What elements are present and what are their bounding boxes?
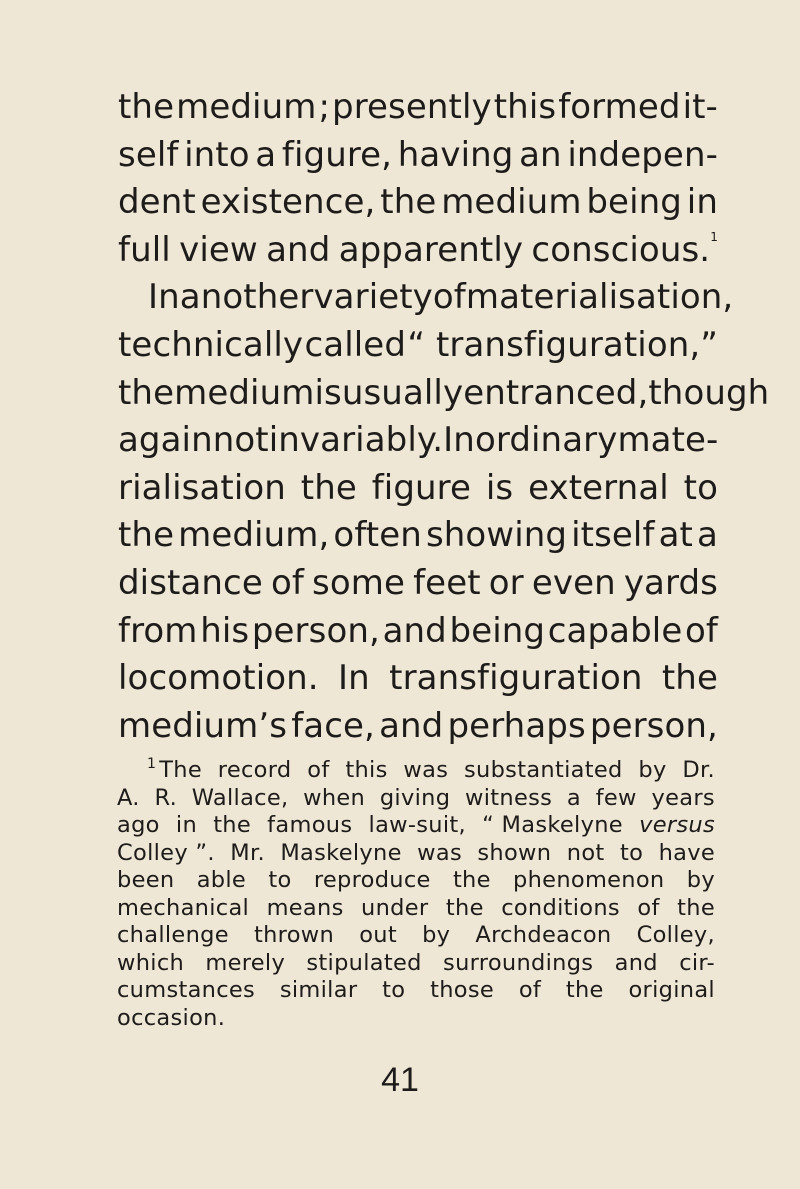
- word: to: [268, 867, 292, 893]
- word: when: [303, 784, 366, 811]
- word: those: [430, 977, 495, 1003]
- word: medium: [176, 87, 317, 127]
- word: to: [619, 839, 644, 866]
- word: the: [118, 515, 175, 556]
- word: occasion.: [117, 1004, 226, 1031]
- word: under: [361, 894, 429, 921]
- word: variety: [313, 277, 433, 318]
- word: and: [382, 610, 447, 651]
- footnote-line: [117, 922, 715, 950]
- word: figure,: [281, 134, 393, 175]
- word: able: [196, 867, 247, 893]
- text-line: [118, 417, 718, 465]
- word: of: [518, 977, 542, 1003]
- page-number: 41: [381, 1061, 419, 1099]
- word: few: [595, 784, 637, 811]
- word: Maskelyne: [280, 839, 402, 866]
- footnote-line: [117, 950, 715, 978]
- word: famous: [267, 812, 353, 838]
- word: stipulated: [306, 949, 422, 976]
- word: conscious.$^1$: [531, 229, 718, 270]
- word: is: [314, 372, 342, 413]
- word: apparently: [338, 229, 524, 270]
- word: called: [304, 324, 407, 365]
- word: again: [118, 420, 213, 461]
- word: this: [493, 87, 557, 127]
- word: a: [566, 784, 581, 811]
- word: Archdeacon: [475, 922, 612, 948]
- footnote-reference: 1: [710, 229, 718, 244]
- text-line: [118, 608, 718, 656]
- word: of: [432, 277, 466, 318]
- word: original: [628, 977, 715, 1003]
- text-line: [118, 560, 718, 608]
- word: capable: [547, 610, 683, 651]
- word: conditions: [501, 894, 620, 921]
- word: reproduce: [313, 867, 431, 893]
- word: person,: [251, 610, 380, 651]
- word: the: [213, 812, 252, 838]
- word: challenge: [117, 922, 229, 948]
- word: The: [159, 757, 202, 783]
- word: mate-: [617, 420, 719, 461]
- word: thrown: [253, 922, 335, 948]
- word: being: [586, 182, 682, 223]
- word: in: [686, 182, 718, 223]
- text-line: [118, 322, 718, 370]
- footnote-line: [117, 757, 715, 785]
- word: the: [661, 658, 718, 699]
- word: figure: [371, 467, 472, 508]
- word: usually: [341, 372, 464, 413]
- word: presently: [332, 87, 492, 127]
- word: person,: [589, 705, 718, 746]
- word: the: [380, 182, 437, 223]
- word: In: [443, 420, 475, 461]
- text-line: [118, 703, 718, 751]
- word: showing: [425, 515, 568, 556]
- word: an: [519, 134, 562, 175]
- word: this: [345, 757, 388, 783]
- word: the: [300, 467, 357, 508]
- word: A.: [117, 784, 140, 811]
- word: mechanical: [117, 894, 250, 921]
- word: ago: [117, 812, 160, 838]
- word: locomotion.: [118, 658, 319, 699]
- word: shown: [477, 839, 552, 866]
- word: which: [117, 949, 185, 976]
- word: formed: [558, 87, 681, 127]
- word: merely: [205, 949, 286, 976]
- word: not: [212, 420, 269, 461]
- word: means: [266, 894, 344, 921]
- word: and: [266, 229, 331, 270]
- word: face,: [291, 705, 375, 746]
- word: being: [449, 610, 546, 651]
- word: record: [217, 757, 292, 783]
- word: substantiated: [464, 757, 623, 783]
- word: was: [417, 839, 462, 866]
- word: indepen-: [567, 134, 718, 175]
- word: the: [118, 87, 175, 127]
- word: cir-: [679, 949, 715, 976]
- text-line: [118, 655, 718, 703]
- footnote-line: [117, 812, 715, 840]
- word: having: [397, 134, 514, 175]
- word: often: [333, 515, 422, 556]
- word: perhaps: [447, 705, 586, 746]
- word: external: [528, 467, 669, 508]
- word: technically: [118, 324, 304, 365]
- word: invariably.: [268, 420, 444, 461]
- word: Colley ”.: [117, 839, 215, 866]
- text-line: [118, 227, 718, 275]
- text-line: [118, 84, 718, 132]
- footnote-line: [117, 977, 715, 1005]
- word: transfiguration: [389, 658, 643, 699]
- word: surroundings: [443, 949, 594, 976]
- word: have: [658, 839, 715, 866]
- word: Mr.: [230, 839, 265, 866]
- word: the: [565, 977, 604, 1003]
- text-line: [118, 132, 718, 180]
- word: the: [452, 867, 491, 893]
- word: by: [686, 867, 715, 893]
- word: the: [677, 894, 715, 921]
- word: full: [118, 229, 171, 270]
- word: not: [566, 839, 605, 866]
- word: by: [422, 922, 451, 948]
- footnote-marker: 1: [147, 756, 157, 772]
- word: Dr.: [682, 757, 715, 783]
- word: of: [637, 894, 660, 921]
- word: the: [445, 894, 484, 921]
- word: phenomenon: [513, 867, 665, 893]
- word: his: [200, 610, 250, 651]
- word: “ transfiguration,”: [407, 324, 718, 365]
- text-line: [118, 465, 718, 513]
- word: ;: [318, 87, 331, 127]
- word: was: [403, 757, 449, 783]
- word: medium: [174, 372, 315, 413]
- word: from: [118, 610, 198, 651]
- word: to: [683, 467, 718, 508]
- word: and: [614, 949, 658, 976]
- word: a: [697, 515, 718, 556]
- footnote-line: [117, 895, 715, 923]
- word: dent: [118, 182, 196, 223]
- word: another: [179, 277, 314, 318]
- footnote: [117, 757, 715, 1032]
- word: medium,: [178, 515, 330, 556]
- word: In: [338, 658, 370, 699]
- word: rialisation: [118, 467, 286, 508]
- word: to: [382, 977, 406, 1003]
- word: or: [488, 562, 524, 603]
- text-line: [118, 512, 718, 560]
- word: the: [118, 372, 175, 413]
- word: distance: [118, 562, 263, 603]
- word: is: [485, 467, 514, 508]
- word: and: [379, 705, 444, 746]
- word: years: [651, 784, 715, 811]
- word: In: [148, 277, 180, 318]
- word: been: [117, 867, 175, 893]
- word: witness: [465, 784, 553, 811]
- word: medium’s: [118, 705, 288, 746]
- word: Wallace,: [191, 784, 289, 811]
- word: into: [184, 134, 250, 175]
- word: medium: [441, 182, 582, 223]
- word: out: [359, 922, 397, 948]
- word: existence,: [200, 182, 376, 223]
- word: law-suit,: [368, 812, 466, 838]
- footnote-line: [117, 840, 715, 868]
- word: even: [531, 562, 616, 603]
- text-line: [118, 274, 734, 322]
- text-line: [118, 179, 718, 227]
- word: yards: [623, 562, 718, 603]
- word: “ Maskelyne: [482, 812, 623, 838]
- word: a: [255, 134, 277, 175]
- word: cumstances: [117, 977, 256, 1003]
- word: some: [312, 562, 406, 603]
- word: giving: [379, 784, 451, 811]
- footnote-first-word: [147, 757, 202, 785]
- word: though: [648, 372, 770, 413]
- text-line: [118, 370, 770, 418]
- word: of: [307, 757, 330, 783]
- body-text: [118, 84, 770, 750]
- word: Colley,: [636, 922, 715, 948]
- word: entranced,: [463, 372, 649, 413]
- word: feet: [413, 562, 481, 603]
- footnote-line: [117, 785, 715, 813]
- footnote-line: [117, 867, 715, 895]
- word: self: [118, 134, 179, 175]
- word: at: [658, 515, 693, 556]
- word: view: [179, 229, 258, 270]
- word: itself: [571, 515, 655, 556]
- word: of: [270, 562, 304, 603]
- word: similar: [279, 977, 358, 1003]
- word: of: [685, 610, 718, 651]
- word: ordinary: [474, 420, 618, 461]
- footnote-line: [117, 1005, 715, 1033]
- word: by: [638, 757, 667, 783]
- word: R.: [154, 784, 178, 811]
- word: it-: [682, 87, 718, 127]
- word: materialisation,: [465, 277, 734, 318]
- word: in: [175, 812, 198, 838]
- word: versus: [639, 812, 715, 838]
